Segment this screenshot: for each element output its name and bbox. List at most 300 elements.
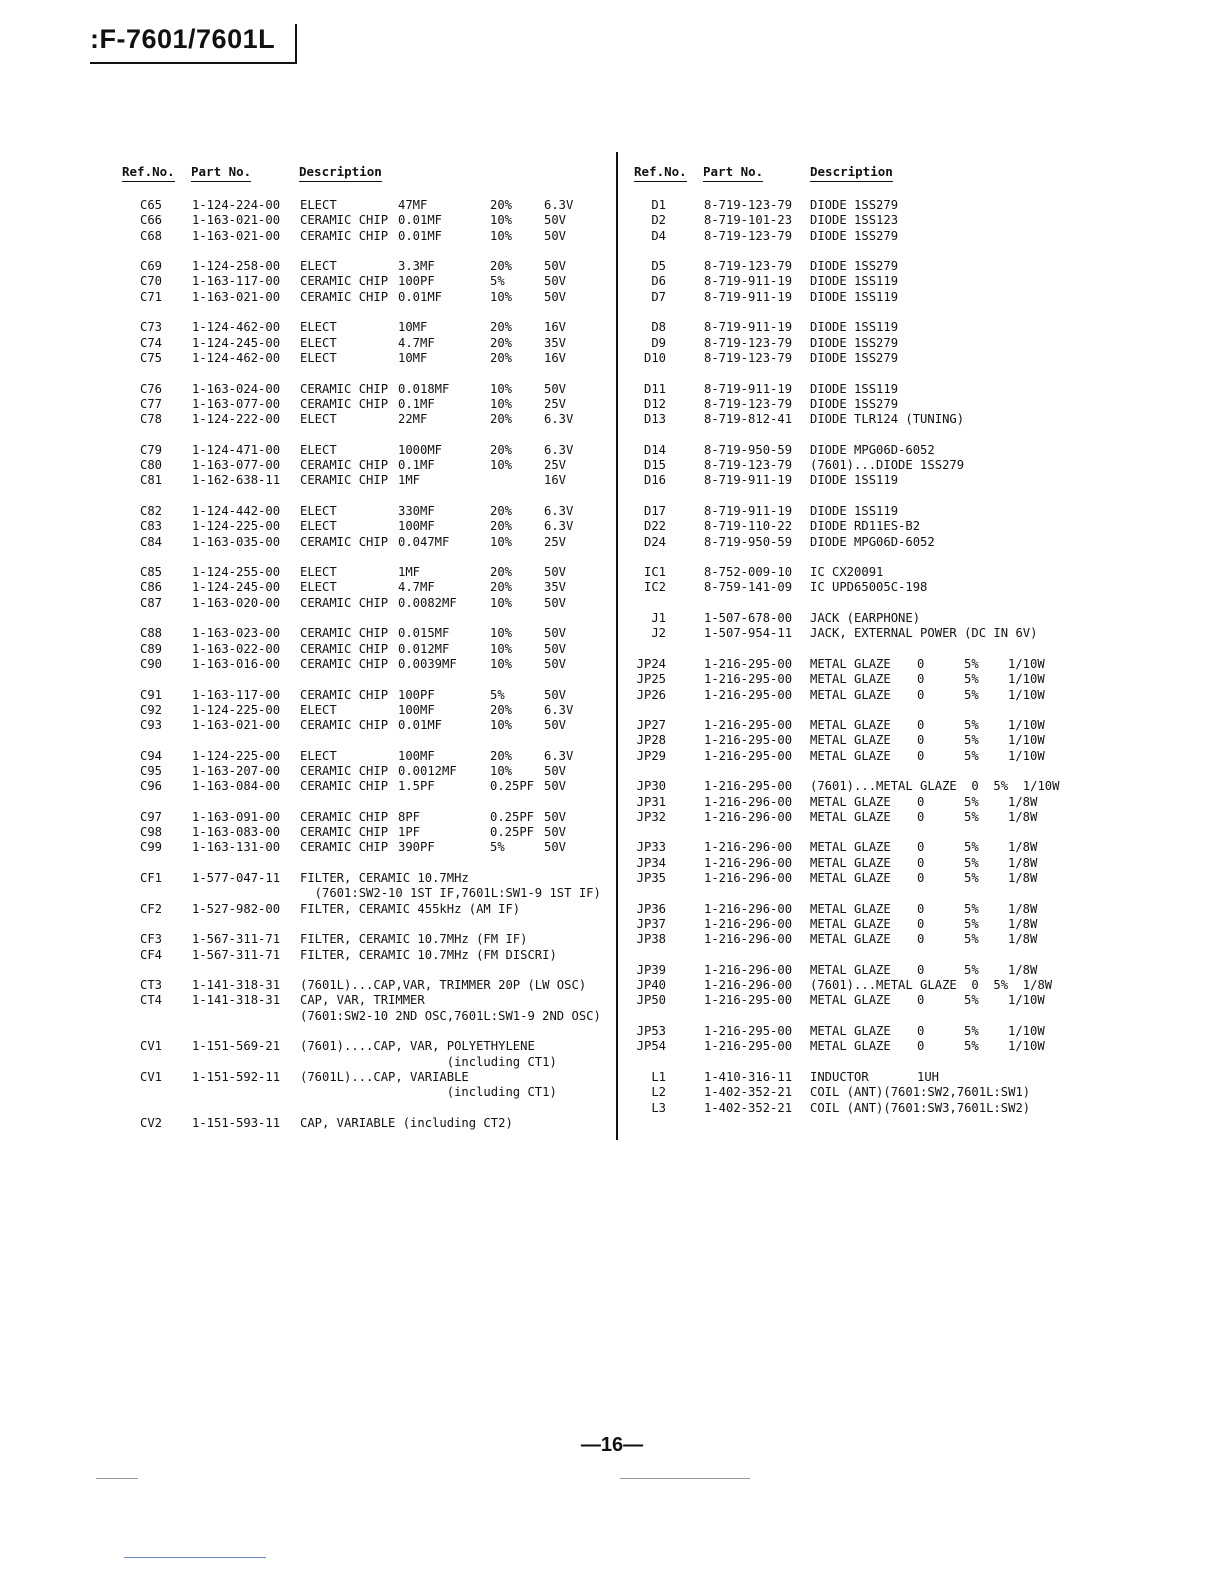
tolerance-cell: 5%: [964, 840, 979, 855]
part-no-cell: 1-163-022-00: [192, 641, 281, 656]
description-cell: CERAMIC CHIP: [300, 687, 389, 702]
tolerance-cell: 10%: [490, 381, 513, 396]
description-cell: METAL GLAZE: [810, 748, 891, 763]
ref-no-cell: JP34: [636, 855, 666, 870]
ref-no-cell: C91: [139, 687, 162, 702]
ref-no-cell: D17: [643, 503, 666, 518]
part-no-cell: 1-162-638-11: [192, 473, 281, 488]
rating-cell: 50V: [544, 213, 567, 228]
tolerance-cell: 5%: [964, 962, 979, 977]
rating-cell: 1/8W: [1008, 794, 1038, 809]
part-no-cell: 8-719-950-59: [704, 534, 793, 549]
description-cell: DIODE 1SS123: [810, 213, 899, 228]
ref-no-cell: CF2: [139, 901, 162, 916]
value-cell: 100MF: [398, 702, 435, 717]
ref-no-cell: D10: [643, 350, 666, 365]
ref-no-cell: D16: [643, 473, 666, 488]
ref-no-cell: C90: [139, 656, 162, 671]
tolerance-cell: 20%: [490, 335, 513, 350]
description-cell: ELECT: [300, 198, 337, 212]
value-cell: 0: [917, 1024, 925, 1039]
rating-cell: 1/8W: [1008, 901, 1038, 916]
rating-cell: 35V: [544, 580, 567, 595]
rating-cell: 6.3V: [544, 748, 574, 763]
ref-no-cell: C76: [139, 381, 162, 396]
part-no-cell: 1-567-311-71: [192, 932, 281, 947]
part-no-cell: 1-163-131-00: [192, 840, 281, 855]
rating-cell: 50V: [544, 779, 567, 794]
rating-cell: 50V: [544, 259, 567, 274]
value-cell: 0.01MF: [398, 718, 443, 733]
ref-no-cell: JP27: [636, 718, 666, 733]
ref-no-cell: J2: [651, 626, 666, 641]
rating-cell: 50V: [544, 763, 567, 778]
rating-cell: 1/8W: [1008, 932, 1038, 947]
part-no-cell: 1-216-295-00: [704, 1039, 793, 1054]
ref-no-cell: JP26: [636, 687, 666, 702]
tolerance-cell: 10%: [490, 641, 513, 656]
part-no-cell: 1-402-352-21: [704, 1100, 793, 1115]
value-cell: 0: [917, 901, 925, 916]
ref-no-cell: C86: [139, 580, 162, 595]
tolerance-cell: 5%: [964, 932, 979, 947]
tolerance-cell: 5%: [964, 718, 979, 733]
ref-no-cell: C89: [139, 641, 162, 656]
rating-cell: 50V: [544, 656, 567, 671]
ref-no-cell: CV1: [139, 1069, 162, 1084]
tolerance-cell: 20%: [490, 350, 513, 365]
ref-no-cell: C94: [139, 748, 162, 763]
description-cell: CERAMIC CHIP: [300, 840, 389, 855]
description-cell: METAL GLAZE: [810, 993, 891, 1008]
tolerance-cell: 10%: [490, 534, 513, 549]
rating-cell: 1/10W: [1008, 687, 1045, 702]
description-cell: (including CT1): [300, 1085, 557, 1100]
part-no-cell: 1-124-255-00: [192, 565, 281, 580]
ref-no-cell: C84: [139, 534, 162, 549]
rating-cell: 1/10W: [1008, 1039, 1045, 1054]
rating-cell: 1/8W: [1008, 809, 1038, 824]
description-cell: DIODE 1SS279: [810, 335, 899, 350]
tolerance-cell: 5%: [964, 901, 979, 916]
value-cell: 390PF: [398, 840, 435, 855]
rating-cell: 50V: [544, 825, 567, 840]
ref-no-cell: D13: [643, 412, 666, 427]
tolerance-cell: 20%: [490, 198, 513, 212]
rating-cell: 1/10W: [1008, 672, 1045, 687]
part-no-cell: 1-163-117-00: [192, 687, 281, 702]
ref-no-cell: JP24: [636, 656, 666, 671]
part-no-cell: 1-163-077-00: [192, 458, 281, 473]
ref-no-cell: D22: [643, 519, 666, 534]
part-no-cell: 1-124-462-00: [192, 320, 281, 335]
description-cell: CERAMIC CHIP: [300, 458, 389, 473]
part-no-cell: 1-216-296-00: [704, 916, 793, 931]
description-cell: CERAMIC CHIP: [300, 763, 389, 778]
tolerance-cell: 5%: [964, 733, 979, 748]
ref-no-cell: D14: [643, 442, 666, 457]
description-cell: METAL GLAZE: [810, 1024, 891, 1039]
part-no-cell: 8-719-101-23: [704, 213, 793, 228]
description-header: Description: [299, 164, 382, 182]
description-cell: METAL GLAZE: [810, 932, 891, 947]
value-cell: 1PF: [398, 825, 421, 840]
ref-no-cell: JP38: [636, 932, 666, 947]
rating-cell: 50V: [544, 641, 567, 656]
value-cell: 1.5PF: [398, 779, 435, 794]
ref-no-cell: D5: [651, 259, 666, 274]
part-no-cell: 1-507-954-11: [704, 626, 793, 641]
part-no-header: Part No.: [191, 164, 251, 182]
value-cell: 0: [917, 748, 925, 763]
ref-no-cell: D11: [643, 381, 666, 396]
rating-cell: 25V: [544, 534, 567, 549]
description-cell: METAL GLAZE: [810, 718, 891, 733]
value-cell: 0: [917, 809, 925, 824]
part-no-cell: 1-216-295-00: [704, 993, 793, 1008]
ref-no-cell: JP37: [636, 916, 666, 931]
ref-no-cell: CF4: [139, 947, 162, 962]
header-rule: [90, 62, 296, 64]
value-cell: 47MF: [398, 198, 428, 212]
description-cell: METAL GLAZE: [810, 840, 891, 855]
part-no-cell: 8-719-123-79: [704, 458, 793, 473]
description-cell: DIODE 1SS279: [810, 228, 899, 243]
ref-no-cell: JP54: [636, 1039, 666, 1054]
description-cell: DIODE 1SS119: [810, 274, 899, 289]
description-cell: IC CX20091: [810, 565, 884, 580]
tolerance-cell: 20%: [490, 519, 513, 534]
part-no-cell: 1-216-296-00: [704, 794, 793, 809]
part-no-cell: 1-124-225-00: [192, 748, 281, 763]
rating-cell: 50V: [544, 381, 567, 396]
ref-no-cell: C70: [139, 274, 162, 289]
ref-no-cell: C87: [139, 595, 162, 610]
value-cell: 0.047MF: [398, 534, 450, 549]
part-no-cell: 1-216-296-00: [704, 978, 793, 993]
part-no-cell: 8-719-911-19: [704, 381, 793, 396]
value-cell: 22MF: [398, 412, 428, 427]
part-no-cell: 1-124-225-00: [192, 702, 281, 717]
tolerance-cell: 5%: [964, 855, 979, 870]
description-cell: METAL GLAZE: [810, 687, 891, 702]
part-no-cell: 1-163-084-00: [192, 779, 281, 794]
part-no-cell: 1-216-296-00: [704, 840, 793, 855]
description-cell: DIODE RD11ES-B2: [810, 519, 921, 534]
part-no-cell: 1-163-091-00: [192, 809, 281, 824]
ref-no-cell: D2: [651, 213, 666, 228]
part-no-cell: 1-151-592-11: [192, 1069, 281, 1084]
ref-no-cell: CV2: [139, 1115, 162, 1130]
description-cell: ELECT: [300, 702, 337, 717]
description-cell: METAL GLAZE: [810, 672, 891, 687]
part-no-cell: 8-719-812-41: [704, 412, 793, 427]
rating-cell: 50V: [544, 565, 567, 580]
value-cell: 0.012MF: [398, 641, 450, 656]
page-title: :F-7601/7601L: [90, 24, 276, 54]
ref-no-cell: JP35: [636, 871, 666, 886]
ref-no-header: Ref.No.: [634, 164, 687, 182]
description-cell: ELECT: [300, 259, 337, 274]
ref-no-cell: C75: [139, 350, 162, 365]
rating-cell: 35V: [544, 335, 567, 350]
description-cell: COIL (ANT)(7601:SW2,7601L:SW1): [810, 1085, 1031, 1100]
description-cell: CERAMIC CHIP: [300, 809, 389, 824]
description-cell: IC UPD65005C-198: [810, 580, 928, 595]
ref-no-cell: C74: [139, 335, 162, 350]
description-cell: (7601)...METAL GLAZE 0 5% 1/10W: [810, 779, 1060, 794]
value-cell: 4.7MF: [398, 335, 435, 350]
description-cell: CERAMIC CHIP: [300, 626, 389, 641]
value-cell: 0: [917, 656, 925, 671]
part-no-cell: 1-124-225-00: [192, 519, 281, 534]
ref-no-cell: L2: [651, 1085, 666, 1100]
value-cell: 10MF: [398, 350, 428, 365]
rating-cell: 25V: [544, 396, 567, 411]
rating-cell: 1/10W: [1008, 718, 1045, 733]
rating-cell: 1/10W: [1008, 748, 1045, 763]
description-cell: DIODE 1SS119: [810, 381, 899, 396]
part-no-cell: 8-719-911-19: [704, 274, 793, 289]
part-no-cell: 8-719-123-79: [704, 350, 793, 365]
value-cell: 1MF: [398, 565, 421, 580]
ref-no-cell: D24: [643, 534, 666, 549]
description-cell: CERAMIC CHIP: [300, 274, 389, 289]
ref-no-cell: JP39: [636, 962, 666, 977]
value-cell: 0.0012MF: [398, 763, 457, 778]
description-cell: DIODE 1SS279: [810, 350, 899, 365]
value-cell: 1UH: [917, 1069, 940, 1084]
rating-cell: 1/8W: [1008, 840, 1038, 855]
part-no-cell: 1-410-316-11: [704, 1069, 793, 1084]
part-no-cell: 1-163-020-00: [192, 595, 281, 610]
part-no-cell: 1-163-207-00: [192, 763, 281, 778]
ref-no-cell: C85: [139, 565, 162, 580]
part-no-cell: 1-216-295-00: [704, 733, 793, 748]
tolerance-cell: 5%: [964, 1024, 979, 1039]
part-no-cell: 1-527-982-00: [192, 901, 281, 916]
tolerance-cell: 10%: [490, 213, 513, 228]
description-cell: ELECT: [300, 503, 337, 518]
ref-no-cell: JP40: [636, 978, 666, 993]
tolerance-cell: 0.25PF: [490, 825, 535, 840]
ref-no-cell: JP30: [636, 779, 666, 794]
part-no-cell: 1-577-047-11: [192, 871, 281, 886]
ref-no-cell: C95: [139, 763, 162, 778]
ref-no-cell: C69: [139, 259, 162, 274]
part-no-cell: 1-216-296-00: [704, 932, 793, 947]
description-cell: CERAMIC CHIP: [300, 396, 389, 411]
part-no-cell: 8-719-110-22: [704, 519, 793, 534]
value-cell: 0.018MF: [398, 381, 450, 396]
part-no-cell: 1-216-295-00: [704, 687, 793, 702]
description-header: Description: [810, 164, 893, 182]
value-cell: 100PF: [398, 687, 435, 702]
description-cell: JACK, EXTERNAL POWER (DC IN 6V): [810, 626, 1038, 641]
description-cell: CERAMIC CHIP: [300, 641, 389, 656]
part-no-cell: 1-216-296-00: [704, 962, 793, 977]
ref-no-cell: JP33: [636, 840, 666, 855]
ref-no-cell: CV1: [139, 1039, 162, 1054]
ref-no-cell: JP25: [636, 672, 666, 687]
value-cell: 0: [917, 794, 925, 809]
description-cell: CERAMIC CHIP: [300, 779, 389, 794]
part-no-cell: 1-163-016-00: [192, 656, 281, 671]
description-cell: DIODE 1SS119: [810, 473, 899, 488]
part-no-cell: 8-719-123-79: [704, 228, 793, 243]
value-cell: 0: [917, 871, 925, 886]
ref-no-cell: D9: [651, 335, 666, 350]
part-no-cell: 1-216-295-00: [704, 748, 793, 763]
rating-cell: 50V: [544, 718, 567, 733]
part-no-cell: 1-216-296-00: [704, 809, 793, 824]
ref-no-cell: C98: [139, 825, 162, 840]
value-cell: 0.01MF: [398, 228, 443, 243]
description-cell: DIODE 1SS279: [810, 198, 899, 212]
part-no-cell: 1-216-296-00: [704, 901, 793, 916]
ref-no-cell: C81: [139, 473, 162, 488]
ref-no-cell: C79: [139, 442, 162, 457]
tolerance-cell: 20%: [490, 442, 513, 457]
scan-artifact: [620, 1478, 750, 1479]
ref-no-header: Ref.No.: [122, 164, 175, 182]
value-cell: 0: [917, 672, 925, 687]
value-cell: 0: [917, 1039, 925, 1054]
description-cell: ELECT: [300, 350, 337, 365]
part-no-cell: 1-216-295-00: [704, 718, 793, 733]
ref-no-cell: C97: [139, 809, 162, 824]
tolerance-cell: 20%: [490, 580, 513, 595]
description-cell: DIODE MPG06D-6052: [810, 442, 935, 457]
rating-cell: 50V: [544, 289, 567, 304]
tolerance-cell: 20%: [490, 565, 513, 580]
value-cell: 0: [917, 687, 925, 702]
description-cell: METAL GLAZE: [810, 656, 891, 671]
description-cell: CERAMIC CHIP: [300, 595, 389, 610]
ref-no-cell: C96: [139, 779, 162, 794]
part-no-cell: 1-124-245-00: [192, 580, 281, 595]
tolerance-cell: 5%: [964, 672, 979, 687]
description-cell: ELECT: [300, 565, 337, 580]
rating-cell: 50V: [544, 687, 567, 702]
ref-no-cell: CF1: [139, 871, 162, 886]
part-no-cell: 1-124-224-00: [192, 198, 281, 212]
ref-no-cell: D1: [651, 198, 666, 212]
description-cell: CERAMIC CHIP: [300, 656, 389, 671]
description-cell: CERAMIC CHIP: [300, 213, 389, 228]
tolerance-cell: 0.25PF: [490, 809, 535, 824]
part-no-cell: 1-141-318-31: [192, 993, 281, 1008]
ref-no-cell: L1: [651, 1069, 666, 1084]
value-cell: 0: [917, 855, 925, 870]
ref-no-cell: C82: [139, 503, 162, 518]
part-no-header: Part No.: [703, 164, 763, 182]
value-cell: 0: [917, 916, 925, 931]
tolerance-cell: 10%: [490, 763, 513, 778]
part-no-cell: 8-719-911-19: [704, 320, 793, 335]
value-cell: 0: [917, 733, 925, 748]
tolerance-cell: 5%: [964, 809, 979, 824]
description-cell: FILTER, CERAMIC 10.7MHz (FM IF): [300, 932, 528, 947]
tolerance-cell: 20%: [490, 412, 513, 427]
ref-no-cell: C99: [139, 840, 162, 855]
tolerance-cell: 0.25PF: [490, 779, 535, 794]
rating-cell: 1/8W: [1008, 871, 1038, 886]
value-cell: 1MF: [398, 473, 421, 488]
description-cell: (7601:SW2-10 1ST IF,7601L:SW1-9 1ST IF): [300, 886, 601, 901]
part-no-cell: 8-719-911-19: [704, 289, 793, 304]
ref-no-cell: C92: [139, 702, 162, 717]
rating-cell: 1/10W: [1008, 656, 1045, 671]
rating-cell: 6.3V: [544, 702, 574, 717]
value-cell: 0.015MF: [398, 626, 450, 641]
ref-no-cell: D8: [651, 320, 666, 335]
description-cell: (7601)...DIODE 1SS279: [810, 458, 965, 473]
rating-cell: 6.3V: [544, 412, 574, 427]
part-no-cell: 1-163-024-00: [192, 381, 281, 396]
ref-no-cell: D15: [643, 458, 666, 473]
description-cell: FILTER, CERAMIC 10.7MHz (FM DISCRI): [300, 947, 557, 962]
description-cell: METAL GLAZE: [810, 794, 891, 809]
description-cell: METAL GLAZE: [810, 916, 891, 931]
rating-cell: 1/8W: [1008, 855, 1038, 870]
part-no-cell: 8-752-009-10: [704, 565, 793, 580]
description-cell: METAL GLAZE: [810, 871, 891, 886]
value-cell: 0.0082MF: [398, 595, 457, 610]
value-cell: 0.1MF: [398, 396, 435, 411]
tolerance-cell: 5%: [964, 993, 979, 1008]
value-cell: 100MF: [398, 748, 435, 763]
part-no-cell: 1-216-295-00: [704, 1024, 793, 1039]
tolerance-cell: 10%: [490, 396, 513, 411]
rating-cell: 50V: [544, 840, 567, 855]
part-no-cell: 1-567-311-71: [192, 947, 281, 962]
description-cell: DIODE TLR124 (TUNING): [810, 412, 965, 427]
value-cell: 1000MF: [398, 442, 443, 457]
part-no-cell: 1-163-083-00: [192, 825, 281, 840]
part-no-cell: 8-719-123-79: [704, 259, 793, 274]
part-no-cell: 1-124-462-00: [192, 350, 281, 365]
ref-no-cell: JP31: [636, 794, 666, 809]
tolerance-cell: 10%: [490, 458, 513, 473]
tolerance-cell: 5%: [490, 840, 505, 855]
description-cell: CERAMIC CHIP: [300, 473, 389, 488]
part-no-cell: 1-151-569-21: [192, 1039, 281, 1054]
ref-no-cell: IC2: [643, 580, 666, 595]
tolerance-cell: 10%: [490, 289, 513, 304]
rating-cell: 50V: [544, 809, 567, 824]
part-no-cell: 8-719-123-79: [704, 198, 793, 212]
description-cell: ELECT: [300, 335, 337, 350]
description-cell: CERAMIC CHIP: [300, 381, 389, 396]
description-cell: ELECT: [300, 320, 337, 335]
ref-no-cell: D4: [651, 228, 666, 243]
ref-no-cell: CT4: [139, 993, 162, 1008]
part-no-cell: 1-216-296-00: [704, 855, 793, 870]
rating-cell: 6.3V: [544, 503, 574, 518]
tolerance-cell: 20%: [490, 702, 513, 717]
rating-cell: 50V: [544, 228, 567, 243]
ref-no-cell: L3: [651, 1100, 666, 1115]
value-cell: 0.0039MF: [398, 656, 457, 671]
part-no-cell: 8-719-911-19: [704, 503, 793, 518]
part-no-cell: 1-163-077-00: [192, 396, 281, 411]
rating-cell: 1/8W: [1008, 916, 1038, 931]
part-no-cell: 1-163-021-00: [192, 213, 281, 228]
rating-cell: 6.3V: [544, 442, 574, 457]
part-no-cell: 8-719-950-59: [704, 442, 793, 457]
tolerance-cell: 5%: [964, 748, 979, 763]
